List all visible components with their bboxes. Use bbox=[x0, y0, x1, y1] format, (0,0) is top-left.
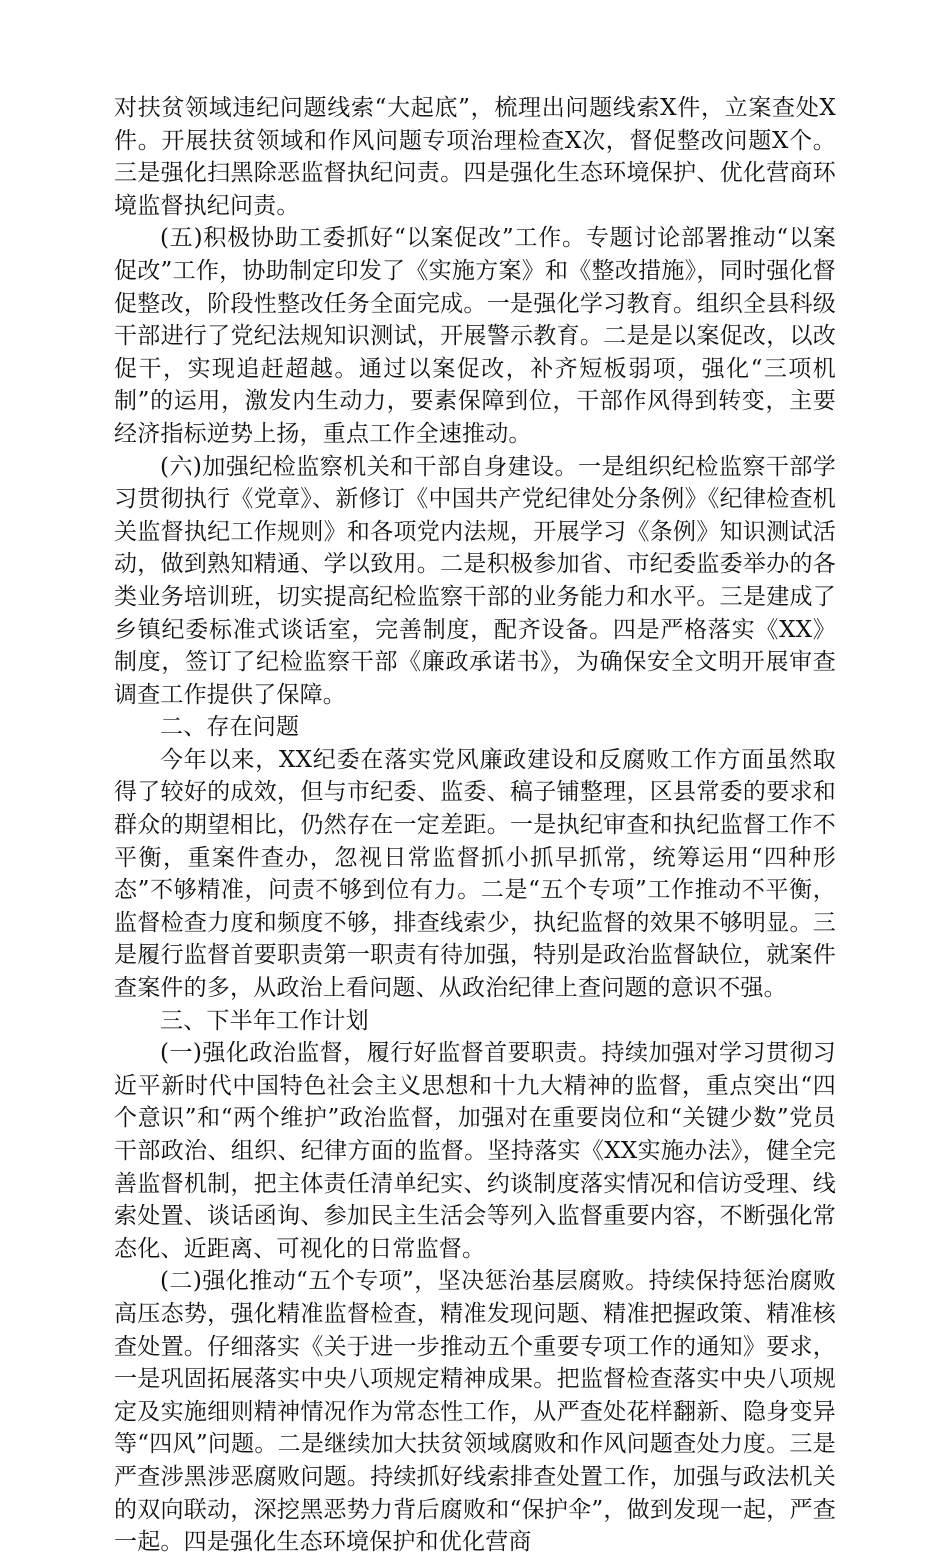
section-heading-plan: 三、下半年工作计划 bbox=[160, 1007, 369, 1034]
paragraph-item-5: (五)积极协助工委抓好“以案促改”工作。专题讨论部署推动“以案促改”工作，协助制定印发了《实施方案》和《整改措施》，同时强化督促整改，阶段性整改任务全面完成。一是强化学习教育。组织全县科级干部进行了党纪法规知识测试，开展警示教育。二是是以案促改，以改促干，实现追赶超越。通过以案促改，补齐短板弱项，强化“三项机制”的运用，激发内生动力，要素保障到位，干部作风得到转变，主要经济指标逆势上扬，重点工作全速推动。 bbox=[114, 225, 836, 447]
paragraph-problems: 今年以来，XX纪委在落实党风廉政建设和反腐败工作方面虽然取得了较好的成效，但与市纪委、监委、稿子铺整理，区县常委的要求和群众的期望相比，仍然存在一定差距。一是执纪审查和执纪监督工作不平衡，重案件查办，忽视日常监督抓小抓早抓常，统筹运用“四种形态”不够精准，问责不够到位有力。二是“五个专项”工作推动不平衡，监督检查力度和频度不够，排查线索少，执纪监督的效果不够明显。三是履行监督首要职责第一职责有待加强，特别是政治监督缺位，就案件查案件的多，从政治上看问题、从政治纪律上查问题的意识不强。 bbox=[114, 746, 836, 1002]
paragraph-plan-2: (二)强化推动“五个专项”，坚决惩治基层腐败。持续保持惩治腐败高压态势，强化精准监督检查，精准发现问题、精准把握政策、精准核查处置。仔细落实《关于进一步推动五个重要专项工作的通知》要求，一是巩固拓展落实中央八项规定精神成果。把监督检查落实中央八项规定及实施细则精神情况作为常态性工作，从严查处花样翻新、隐身变异等“四风”问题。二是继续加大扶贫领域腐败和作风问题查处力度。三是严查涉黑涉恶腐败问题。持续抓好线索排查处置工作，加强与政法机关的双向联动，深挖黑恶势力背后腐败和“保护伞”，做到发现一起，严查一起。四是强化生态环境保护和优化营商 bbox=[114, 1268, 836, 1556]
section-heading-problems: 二、存在问题 bbox=[160, 714, 300, 741]
paragraph-item-6: (六)加强纪检监察机关和干部自身建设。一是组织纪检监察干部学习贯彻执行《党章》、新修订《中国共产党纪律处分条例》《纪律检查机关监督执纪工作规则》和各项党内法规，开展学习《条例》知识测试活动，做到熟知精通、学以致用。二是积极参加省、市纪委监委举办的各类业务培训班，切实提高纪检监察干部的业务能力和水平。三是建成了乡镇纪委标准式谈话室，完善制度，配齐设备。四是严格落实《XX》制度，签订了纪检监察干部《廉政承诺书》，为确保安全文明开展审查调查工作提供了保障。 bbox=[114, 453, 836, 708]
paragraph-continuation: 对扶贫领域违纪问题线索“大起底”，梳理出问题线索X件，立案查处X件。开展扶贫领域和作风问题专项治理检查X次，督促整改问题X个。三是强化扫黑除恶监督执纪问责。四是强化生态环境保护、优化营商环境监督执纪问责。 bbox=[114, 95, 836, 219]
document-body bbox=[114, 92, 836, 1559]
paragraph-plan-1: (一)强化政治监督，履行好监督首要职责。持续加强对学习贯彻习近平新时代中国特色社会主义思想和十九大精神的监督，重点突出“四个意识”和“两个维护”政治监督，加强对在重要岗位和“关键少数”党员干部政治、组织、纪律方面的监督。坚持落实《XX实施办法》，健全完善监督机制，把主体责任清单纪实、约谈制度落实情况和信访受理、线索处置、谈话函询、参加民主生活会等列入监督重要内容，不断强化常态化、近距离、可视化的日常监督。 bbox=[114, 1040, 836, 1262]
